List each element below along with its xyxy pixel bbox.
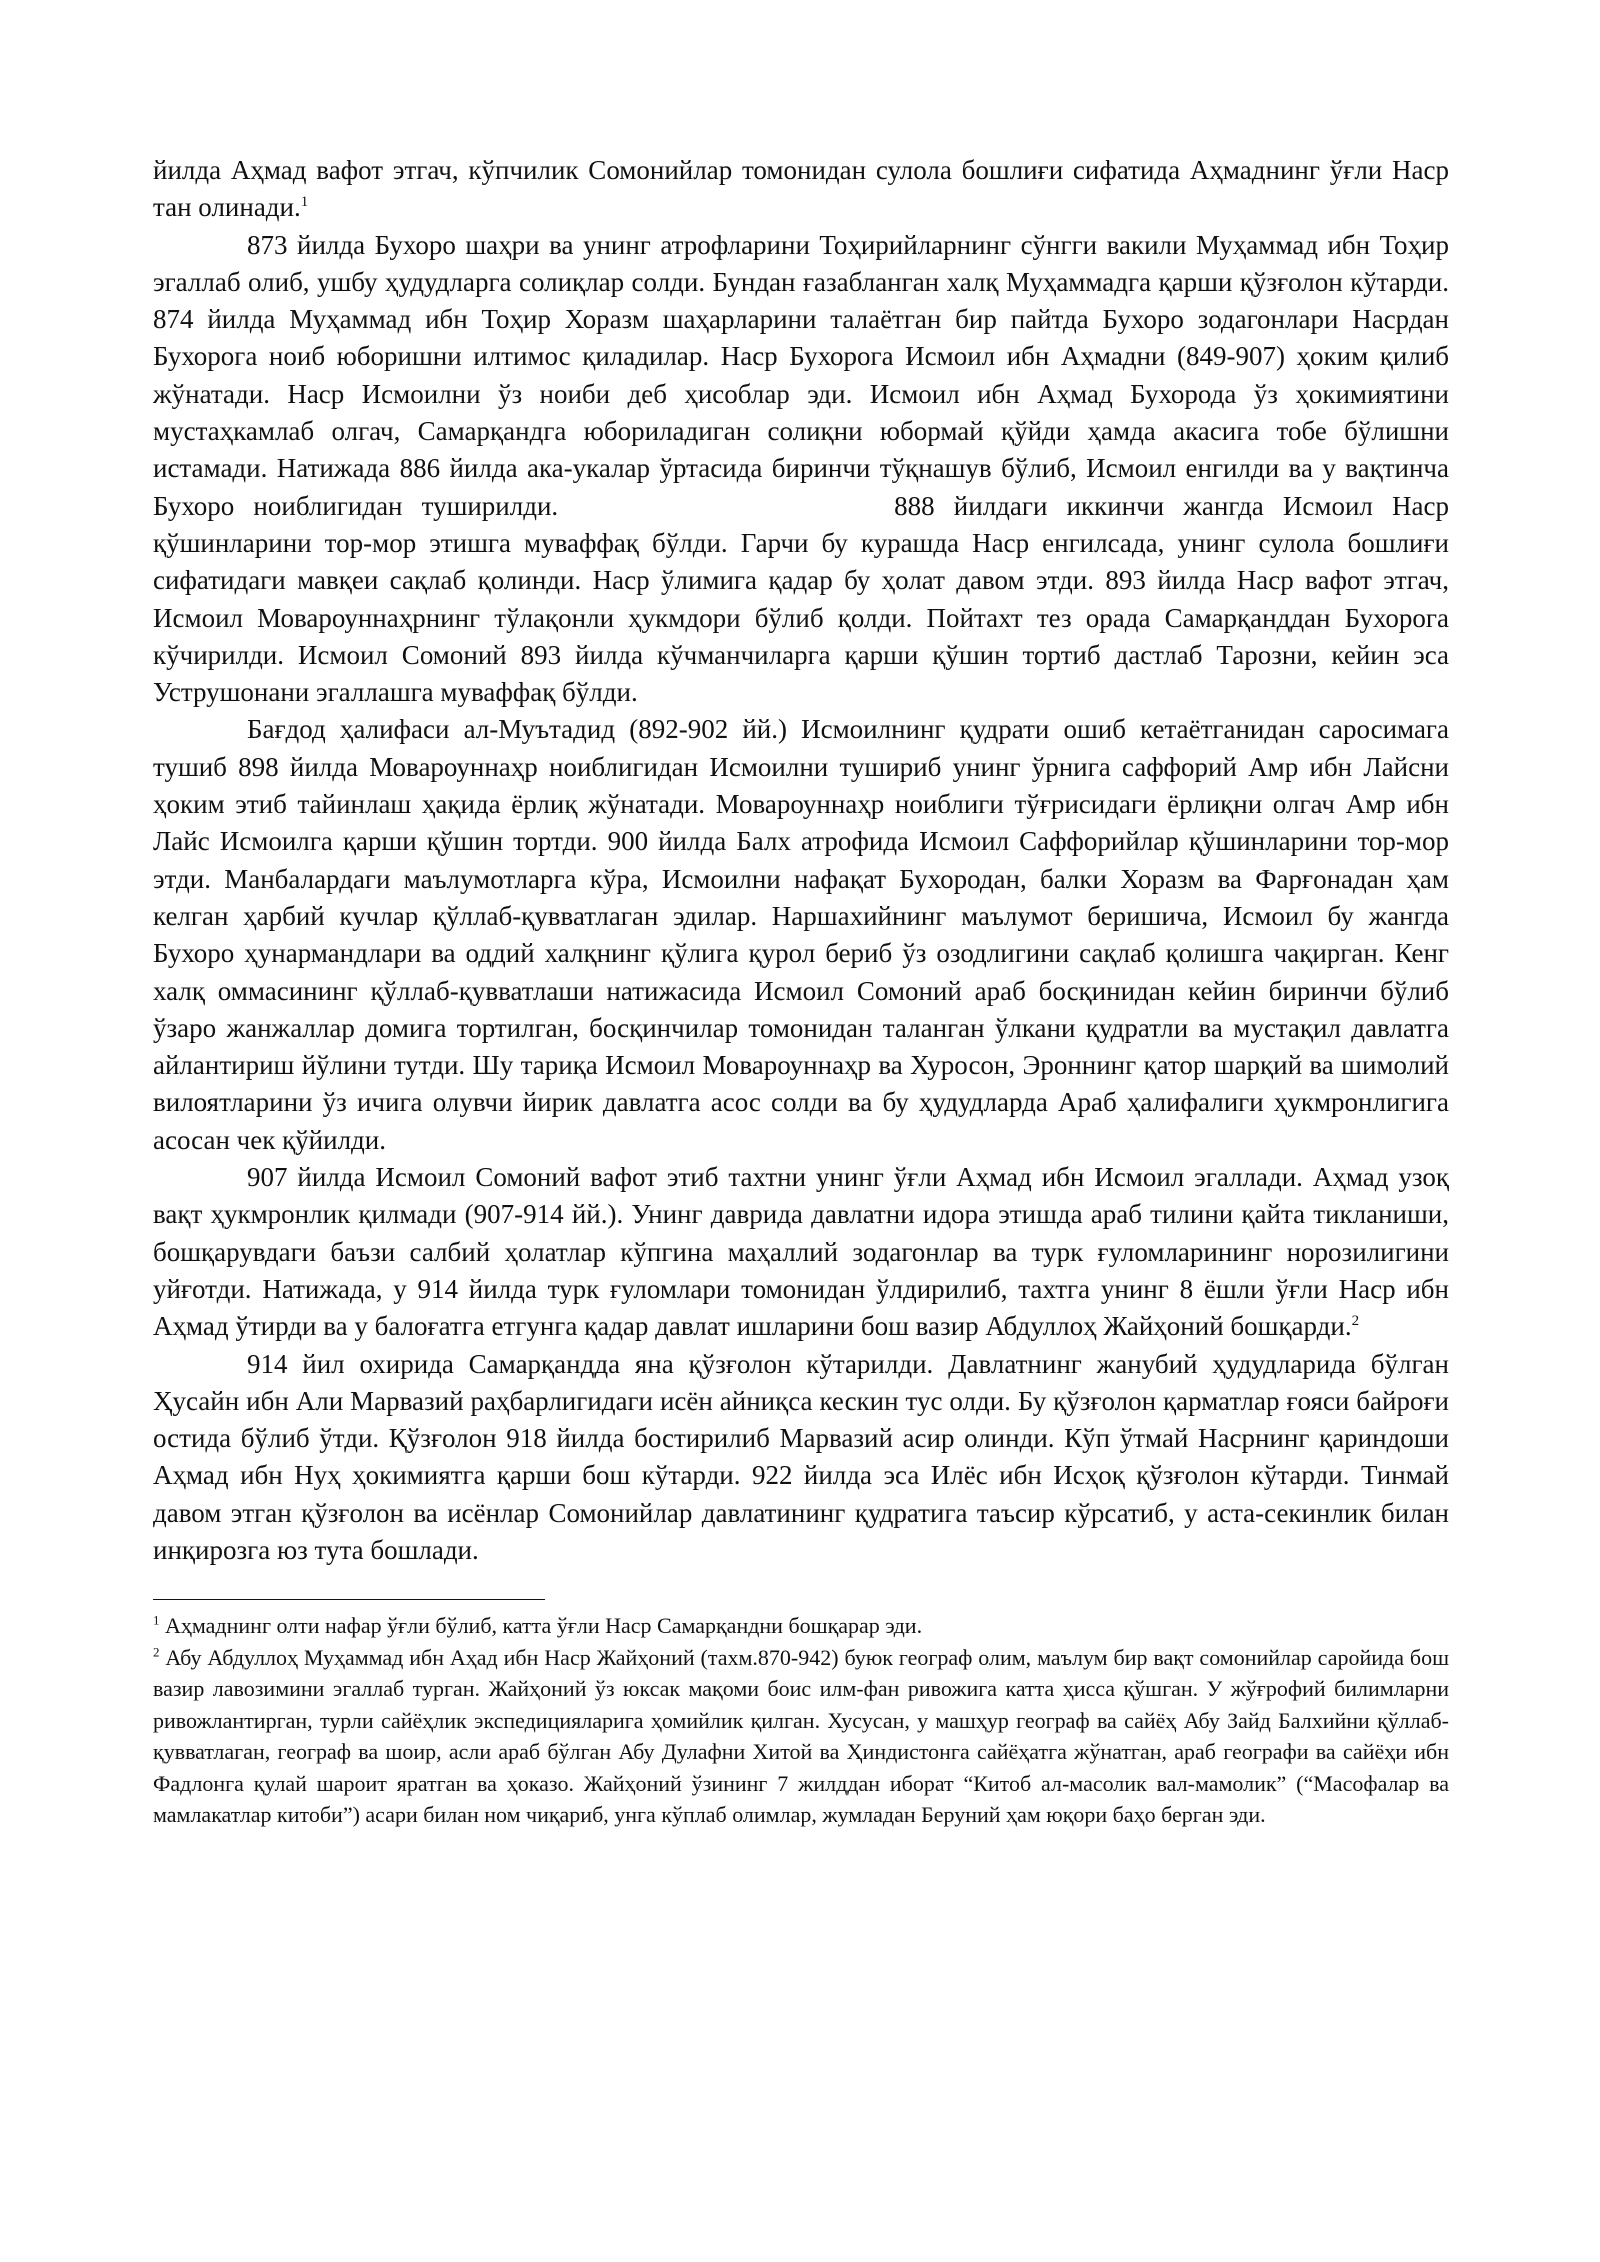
- footnote-text: Аҳмаднинг олти нафар ўғли бўлиб, катта ўғли Наср Самарқандни бошқарар эди.: [165, 1613, 923, 1639]
- paragraph-text: 888 йилдаги иккинчи жангда Исмоил Наср қўшинларини тор-мор этишга муваффақ бўлди. Гарчи бу курашда Наср енгилсада, унинг сулола бошлиғи сифатидаги мавқеи сақлаб қолинди. Наср ўлимига қадар бу ҳолат давом этди. 893 йилда Наср вафот этгач, Исмоил Мовароуннаҳрнинг тўлақонли ҳукмдори бўлиб қолди. Пойтахт тез орада Самарқанддан Бухорога кўчирилди. Исмоил Сомоний 893 йилда кўчманчиларга қарши қўшин тортиб дастлаб Тарозни, кейин эса Уструшонани эгаллашга муваффақ бўлди.: [153, 490, 1449, 708]
- paragraph-text: 907 йилда Исмоил Сомоний вафот этиб тахтни унинг ўғли Аҳмад ибн Исмоил эгаллади. Аҳмад узоқ вақт ҳукмронлик қилмади (907-914 йй.). Унинг даврида давлатни идора этишда араб тилини қайта тикланиши, бошқарувдаги баъзи салбий ҳолатлар кўпгина маҳаллий зодагонлар ва турк ғуломларининг норозилигини уйғотди. Натижада, у 914 йилда турк ғуломлари томонидан ўлдирилиб, тахтга унинг 8 ёшли ўғли Наср ибн Аҳмад ўтирди ва у балоғатга етгунга қадар давлат ишларини бош вазир Абдуллоҳ Жайҳоний бошқарди.: [153, 1162, 1449, 1342]
- paragraph-text: йилда Аҳмад вафот этгач, кўпчилик Сомонийлар томонидан сулола бошлиғи сифатида Аҳмаднинг ўғли Наср тан олинади.: [153, 155, 1449, 223]
- paragraph: [153, 1346, 1449, 1570]
- paragraph-text: 914 йил охирида Самарқандда яна қўзғолон кўтарилди. Давлатнинг жанубий ҳудудларида бўлган Ҳусайн ибн Али Марвазий раҳбарлигидаги исён айниқса кескин тус олди. Бу қўзғолон қарматлар ғояси байроғи остида бўлиб ўтди. Қўзғолон 918 йилда бостирилиб Марвазий асир олинди. Кўп ўтмай Насрнинг қариндоши Аҳмад ибн Нуҳ ҳокимиятга қарши бош кўтарди. 922 йилда эса Илёс ибн Исҳоқ қўзғолон кўтарди. Тинмай давом этган қўзғолон ва исёнлар Сомонийлар давлатининг қудратига таъсир кўрсатиб, у аста-секинлик билан инқирозга юз тута бошлади.: [153, 1348, 1449, 1565]
- paragraph: [153, 152, 1449, 227]
- footnote: [153, 1610, 1449, 1642]
- footnote-reference[interactable]: 1: [300, 194, 309, 211]
- footnote-number: 1: [153, 1612, 160, 1628]
- footnote: [153, 1642, 1449, 1831]
- paragraph: [153, 1159, 1449, 1345]
- paragraph-text: 873 йилда Бухоро шаҳри ва унинг атрофларини Тоҳирийларнинг сўнгги вакили Муҳаммад ибн Тоҳир эгаллаб олиб, ушбу ҳудудларга солиқлар солди. Бундан ғазабланган халқ Муҳаммадга қарши қўзғолон кўтарди. 874 йилда Муҳаммад ибн Тоҳир Хоразм шаҳарларини талаётган бир пайтда Бухоро зодагонлари Насрдан Бухорога ноиб юборишни илтимос қиладилар. Наср Бухорога Исмоил ибн Аҳмадни (849-907) ҳоким қилиб жўнатади. Наср Исмоилни ўз ноиби деб ҳисоблар эди. Исмоил ибн Аҳмад Бухорода ўз ҳокимиятини мустаҳкамлаб олгач, Самарқандга юбориладиган солиқни юбормай қўйди ҳамда акасига тобе бўлишни истамади. Натижада 886 йилда ака-укалар ўртасида биринчи тўқнашув бўлиб, Исмоил енгилди ва у вақтинча Бухоро ноиблигидан туширилди.: [153, 229, 1449, 521]
- footnote-text: Абу Абдуллоҳ Муҳаммад ибн Аҳад ибн Наср Жайҳоний (тахм.870-942) буюк географ олим, маълум бир вақт сомонийлар саройида бош вазир лавозимини эгаллаб турган. Жайҳоний ўз юксак мақоми боис илм-фан ривожига катта ҳисса қўшган. У жўғрофий билимларни ривожлантирган, турли сайёҳлик экспедицияларига ҳомийлик қилган. Хусусан, у машҳур географ ва сайёҳ Абу Зайд Балхийни қўллаб- қувватлаган, географ ва шоир, асли араб бўлган Абу Дулафни Хитой ва Ҳиндистонга сайёҳатга жўнатган, араб географи ва сайёҳи ибн Фадлонга қулай шароит яратган ва ҳоказо. Жайҳоний ўзининг 7 жилддан иборат “Китоб ал-масолик вал-мамолик” (“Масофалар ва мамлакатлар китоби”) асари билан ном чиқариб, унга кўплаб олимлар, жумладан Беруний ҳам юқори баҳо берган эди.: [153, 1644, 1450, 1828]
- footnote-number: 2: [153, 1644, 160, 1660]
- document-body: [153, 152, 1449, 1569]
- footnote-reference[interactable]: 2: [1351, 1313, 1360, 1330]
- paragraph: [153, 711, 1449, 1159]
- paragraph: [153, 227, 1449, 712]
- document-page: [153, 152, 1449, 1831]
- footnotes-section: [153, 1610, 1449, 1831]
- footnote-separator: [153, 1599, 545, 1600]
- paragraph-text: Бағдод ҳалифаси ал-Муътадид (892-902 йй.) Исмоилнинг қудрати ошиб кетаётганидан саросимага тушиб 898 йилда Мовароуннаҳр ноиблигидан Исмоилни тушириб унинг ўрнига саффорий Амр ибн Лайсни ҳоким этиб тайинлаш ҳақида ёрлиқ жўнатади. Мовароуннаҳр ноиблиги тўғрисидаги ёрлиқни олгач Амр ибн Лайс Исмоилга қарши қўшин тортди. 900 йилда Балх атрофида Исмоил Саффорийлар қўшинларини тор-мор этди. Манбалардаги маълумотларга кўра, Исмоилни нафақат Бухородан, балки Хоразм ва Фарғонадан ҳам келган ҳарбий кучлар қўллаб-қувватлаган эдилар. Наршахийнинг маълумот беришича, Исмоил бу жангда Бухоро ҳунармандлари ва оддий халқнинг қўлига қурол бериб ўз озодлигини сақлаб қолишга чақирган. Кенг халқ оммасининг қўллаб-қувватлаши натижасида Исмоил Сомоний араб босқинидан кейин биринчи бўлиб ўзаро жанжаллар домига тортилган, босқинчилар томонидан таланган ўлкани қудратли ва мустақил давлатга айлантириш йўлини тутди. Шу тариқа Исмоил Мовароуннаҳр ва Хуросон, Эроннинг қатор шарқий ва шимолий вилоятларини ўз ичига олувчи йирик давлатга асос солди ва бу ҳудудларда Араб ҳалифалиги ҳукмронлигига асосан чек қўйилди.: [153, 714, 1449, 1155]
